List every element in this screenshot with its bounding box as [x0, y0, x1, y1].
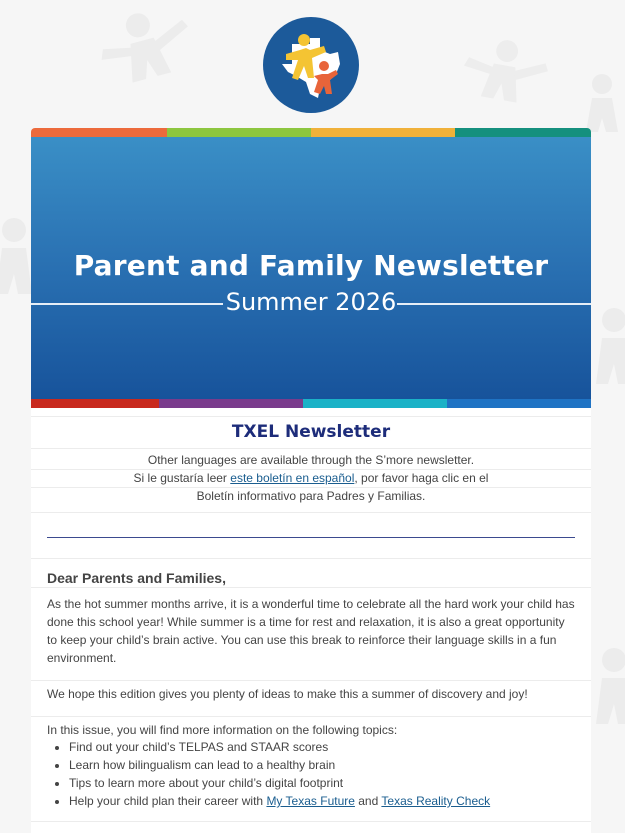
section-divider: [31, 448, 591, 449]
topics-list: [47, 738, 591, 810]
section-divider: [31, 487, 591, 488]
stripe-segment: [303, 399, 447, 408]
background-figure-icon: [590, 300, 625, 410]
background-figure-icon: [590, 640, 625, 750]
section-divider: [31, 821, 591, 822]
stripe-segment: [311, 128, 455, 137]
txel-logo: [262, 16, 360, 114]
section-divider: [31, 416, 591, 417]
letter-paragraph-3: In this issue, you will find more information on the following topics:: [47, 723, 398, 737]
top-color-stripe: [31, 128, 591, 137]
background-figure-icon: [88, 8, 208, 118]
section-divider: [31, 512, 591, 513]
banner-subtitle: Summer 2026: [225, 288, 397, 316]
stripe-segment: [31, 399, 159, 408]
letter-paragraph-2: We hope this edition gives you plenty of ideas to make this a summer of discovery and joy!: [47, 687, 528, 701]
section-divider: [31, 469, 591, 470]
newsletter-banner: [31, 137, 591, 399]
letter-greeting: Dear Parents and Families,: [47, 570, 226, 586]
spanish-note-line3: Boletín informativo para Padres y Familias.: [196, 489, 426, 503]
background-figure-icon: [446, 36, 556, 136]
stripe-segment: [455, 128, 591, 137]
banner-subtitle-row: [31, 287, 591, 321]
banner-title: Parent and Family Newsletter: [73, 249, 549, 282]
stripe-segment: [31, 128, 167, 137]
list-item: [69, 792, 591, 810]
stripe-segment: [167, 128, 311, 137]
language-note: Other languages are available through the S’more newsletter.: [147, 453, 475, 467]
txel-texas-stars-logo-icon: [262, 16, 360, 114]
list-item: • Learn how bilingualism can lead to a healthy brain: [69, 756, 591, 774]
spanish-note: [31, 471, 591, 485]
section-divider: [31, 558, 591, 559]
letter-paragraph-1: As the hot summer months arrive, it is a wonderful time to celebrate all the hard work your child has done this school year! While summer is a time for rest and relaxation, it is also a great opportunity to keep your child’s brain active. You can use this break to reinforce their language skills in a fun environment.: [47, 597, 575, 665]
stripe-segment: [447, 399, 591, 408]
spanish-note-prefix: Si le gustaría leer: [133, 471, 231, 485]
topic-4-prefix: Help your child plan their career with: [69, 794, 267, 808]
section-divider: [31, 587, 591, 588]
list-item: • Tips to learn more about your child’s digital footprint: [69, 774, 591, 792]
my-texas-future-link[interactable]: My Texas Future: [266, 794, 355, 808]
section-divider: [31, 680, 591, 681]
spanish-note-suffix: , por favor haga clic en el: [354, 471, 489, 485]
title-underline-rule: [47, 537, 575, 538]
topic-4-mid: and: [354, 794, 382, 808]
list-item: • Find out your child’s TELPAS and STAAR scores: [69, 738, 591, 756]
section-divider: [31, 716, 591, 717]
stripe-segment: [159, 399, 303, 408]
texas-reality-check-link[interactable]: Texas Reality Check: [381, 794, 491, 808]
bottom-color-stripe: [31, 399, 591, 408]
newsletter-title: TXEL Newsletter: [231, 422, 391, 442]
newsletter-card: [31, 128, 591, 833]
spanish-newsletter-link[interactable]: este boletín en español: [230, 471, 355, 485]
